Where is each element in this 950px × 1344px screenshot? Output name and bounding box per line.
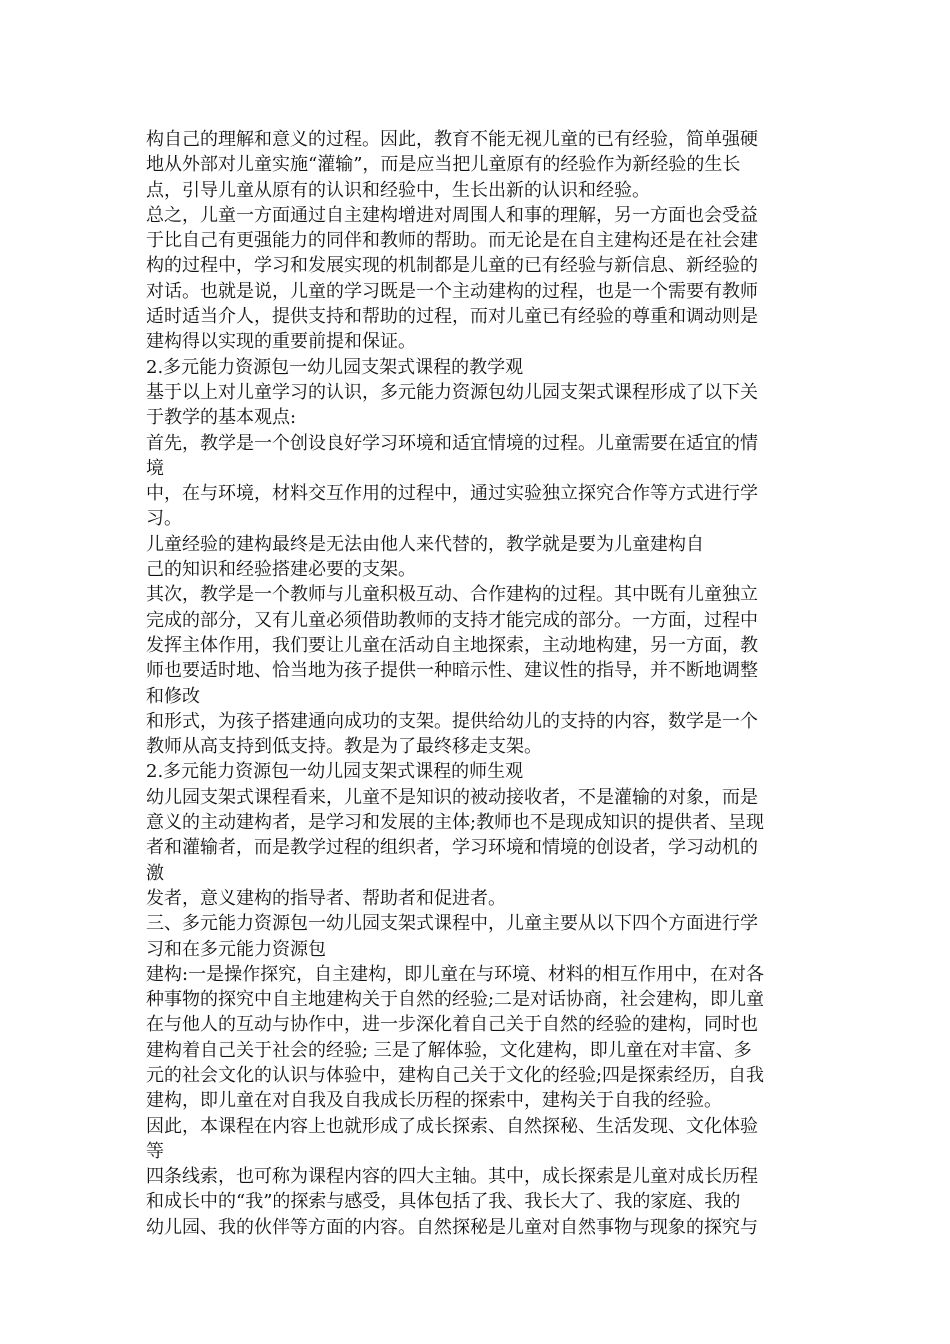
text-line: 中，在与环境，材料交互作用的过程中，通过实验独立探究合作等方式进行学 xyxy=(146,483,758,505)
text-line: 种事物的探究中自主地建构关于自然的经验;二是对话协商，社会建构，即儿童 xyxy=(146,989,765,1011)
text-line: 对话。也就是说，儿童的学习既是一个主动建构的过程，也是一个需要有教师 xyxy=(146,280,758,302)
text-line: 教师从高支持到低支持。教是为了最终移走支架。 xyxy=(146,736,542,758)
text-line: 总之，儿童一方面通过自主建构增进对周围人和事的理解，另一方面也会受益 xyxy=(146,204,758,226)
section-heading: 三、多元能力资源包一幼儿园支架式课程中，儿童主要从以下四个方面进行学 xyxy=(146,913,758,935)
text-line: 己的知识和经验搭建必要的支架。 xyxy=(146,559,416,581)
text-line: 点，引导儿童从原有的认识和经验中，生长出新的认识和经验。 xyxy=(146,179,650,201)
text-line: 建构:一是操作探究，自主建构，即儿童在与环境、材料的相互作用中，在对各 xyxy=(146,963,765,985)
text-line: 者和灌输者，而是教学过程的组织者，学习环境和情境的创设者，学习动机的 xyxy=(146,837,758,859)
text-line: 基于以上对儿童学习的认识，多元能力资源包幼儿园支架式课程形成了以下关 xyxy=(146,381,758,403)
text-line: 建构着自己关于社会的经验; 三是了解体验，文化建构，即儿童在对丰富、多 xyxy=(146,1039,752,1061)
text-line: 适时适当介人，提供支持和帮助的过程，而对儿童已有经验的尊重和调动则是 xyxy=(146,306,758,328)
text-line: 发挥主体作用，我们要让儿童在活动自主地探索，主动地构建，另一方面，教 xyxy=(146,634,758,656)
text-line: 和形式，为孩子搭建通向成功的支架。提供给幼儿的支持的内容，数学是一个 xyxy=(146,710,758,732)
text-line: 儿童经验的建构最终是无法由他人来代替的，教学就是要为儿童建构自 xyxy=(146,533,704,555)
text-line: 幼儿园、我的伙伴等方面的内容。自然探秘是儿童对自然事物与现象的探究与 xyxy=(146,1216,758,1238)
text-line: 首先，教学是一个创设良好学习环境和适宜情境的过程。儿童需要在适宜的情 xyxy=(146,432,758,454)
text-line: 和修改 xyxy=(146,685,200,707)
text-line: 发者，意义建构的指导者、帮助者和促进者。 xyxy=(146,887,506,909)
text-line: 建构得以实现的重要前提和保证。 xyxy=(146,331,416,353)
text-line: 师也要适时地、恰当地为孩子提供一种暗示性、建议性的指导，并不断地调整 xyxy=(146,660,758,682)
text-line: 习。 xyxy=(146,508,182,530)
text-line: 构的过程中，学习和发展实现的机制都是儿童的已有经验与新信息、新经验的 xyxy=(146,255,758,277)
text-line: 幼儿园支架式课程看来，儿童不是知识的被动接收者，不是灌输的对象，而是 xyxy=(146,786,758,808)
text-line: 完成的部分，又有儿童必须借助教师的支持才能完成的部分。一方面，过程中 xyxy=(146,609,758,631)
document-body xyxy=(146,127,816,1240)
text-line: 和成长中的“我”的探索与感受，具体包括了我、我长大了、我的家庭、我的 xyxy=(146,1191,741,1213)
text-line: 激 xyxy=(146,862,164,884)
text-line: 于比自己有更强能力的同伴和教师的帮助。而无论是在自主建构还是在社会建 xyxy=(146,230,758,252)
text-line: 于教学的基本观点: xyxy=(146,407,297,429)
text-line: 等 xyxy=(146,1140,164,1162)
text-line: 四条线索，也可称为课程内容的四大主轴。其中，成长探索是儿童对成长历程 xyxy=(146,1166,758,1188)
text-line: 地从外部对儿童实施“灌输”，而是应当把儿童原有的经验作为新经验的生长 xyxy=(146,154,741,176)
text-line: 建构，即儿童在对自我及自我成长历程的探索中，建构关于自我的经验。 xyxy=(146,1090,722,1112)
text-line: 意义的主动建构者，是学习和发展的主体;教师也不是现成知识的提供者、呈现 xyxy=(146,812,765,834)
text-line: 因此，本课程在内容上也就形成了成长探索、自然探秘、生活发现、文化体验 xyxy=(146,1115,758,1137)
text-line: 习和在多元能力资源包 xyxy=(146,938,326,960)
text-line: 在与他人的互动与协作中，进一步深化着自己关于自然的经验的建构，同时也 xyxy=(146,1014,758,1036)
section-heading: 2.多元能力资源包一幼儿园支架式课程的师生观 xyxy=(146,761,524,783)
text-line: 构自己的理解和意义的过程。因此，教育不能无视儿童的已有经验，简单强硬 xyxy=(146,129,758,150)
text-line: 元的社会文化的认识与体验中，建构自己关于文化的经验;四是探索经历，自我 xyxy=(146,1064,765,1086)
text-line: 境 xyxy=(146,457,164,479)
text-line: 其次，教学是一个教师与儿童积极互动、合作建构的过程。其中既有儿童独立 xyxy=(146,584,758,606)
section-heading: 2.多元能力资源包一幼儿园支架式课程的教学观 xyxy=(146,356,524,378)
